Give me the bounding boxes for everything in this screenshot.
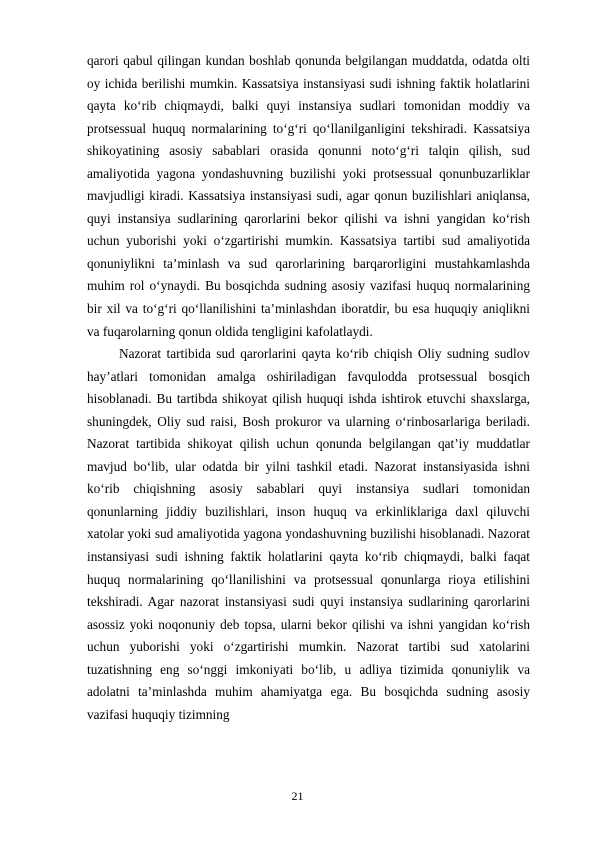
paragraph-nazorat-tartibi: Nazorat tartibida sud qarorlarini qayta ko‘rib chiqish Oliy sudning sudlov hay’atlari tomonidan amalga oshiriladigan favqulodda protsessual bosqich hisoblanadi. Bu tartibda shikoyat qilish huquqi ishda ishtirok etuvchi shaxslarga, shuningdek, Oliy sud raisi, Bosh prokuror va ularning o‘rinbosarlariga beriladi. Nazorat tartibida shikoyat qilish uchun qonunda belgilangan qat’iy muddatlar mavjud bo‘lib, ular odatda bir yilni tashkil etadi. Nazorat instansiyasida ishni ko‘rib chiqishning asosiy sabablari quyi instansiya sudlari tomonidan qonunlarning jiddiy buzilishlari, inson huquq va erkinliklariga daxl qiluvchi xatolar yoki sud amaliyotida yagona yondashuvning buzilishi hisoblanadi. Nazorat instansiyasi sudi ishning faktik holatlarini qayta ko‘rib chiqmaydi, balki faqat huquq normalarining qo‘llanilishini va protsessual qonunlarga rioya etilishini tekshiradi. Agar nazorat instansiyasi sudi quyi instansiya sudlarining qarorlarini asossiz yoki noqonuniy deb topsa, ularni bekor qilishi va ishni yangidan ko‘rish uchun yuborishi yoki o‘zgartirishi mumkin. Nazorat tartibi sud xatolarini tuzatishning eng so‘nggi imkoniyati bo‘lib, u adliya tizimida qonuniylik va adolatni ta’minlashda muhim ahamiyatga ega. Bu bosqichda sudning asosiy vazifasi huquqiy tizimning xyxy=(87,346,530,722)
paragraph-continuation: qarori qabul qilingan kundan boshlab qonunda belgilangan muddatda, odatda olti oy ichida berilishi mumkin. Kassatsiya instansiyasi sudi ishning faktik holatlarini qayta ko‘rib chiqmaydi, balki quyi instansiya sudlari tomonidan moddiy va protsessual huquq normalarining to‘g‘ri qo‘llanilganligini tekshiradi. Kassatsiya shikoyatining asosiy sabablari orasida qonunni noto‘g‘ri talqin qilish, sud amaliyotida yagona yondashuvning buzilishi yoki protsessual qonunbuzarliklar mavjudligi kiradi. Kassatsiya instansiyasi sudi, agar qonun buzilishlari aniqlansa, quyi instansiya sudlarining qarorlarini bekor qilishi va ishni yangidan ko‘rish uchun yuborishi yoki o‘zgartirishi mumkin. Kassatsiya tartibi sud amaliyotida qonuniylikni ta’minlash va sud qarorlarining barqarorligini mustahkamlashda muhim rol o‘ynaydi. Bu bosqichda sudning asosiy vazifasi huquq normalarining bir xil va to‘g‘ri qo‘llanilishini ta’minlashdan iboratdir, bu esa huquqiy aniqlikni va fuqarolarning qonun oldida tengligini kafolatlaydi. xyxy=(87,53,530,339)
page-number: 21 xyxy=(291,789,304,803)
page-body xyxy=(87,50,530,726)
